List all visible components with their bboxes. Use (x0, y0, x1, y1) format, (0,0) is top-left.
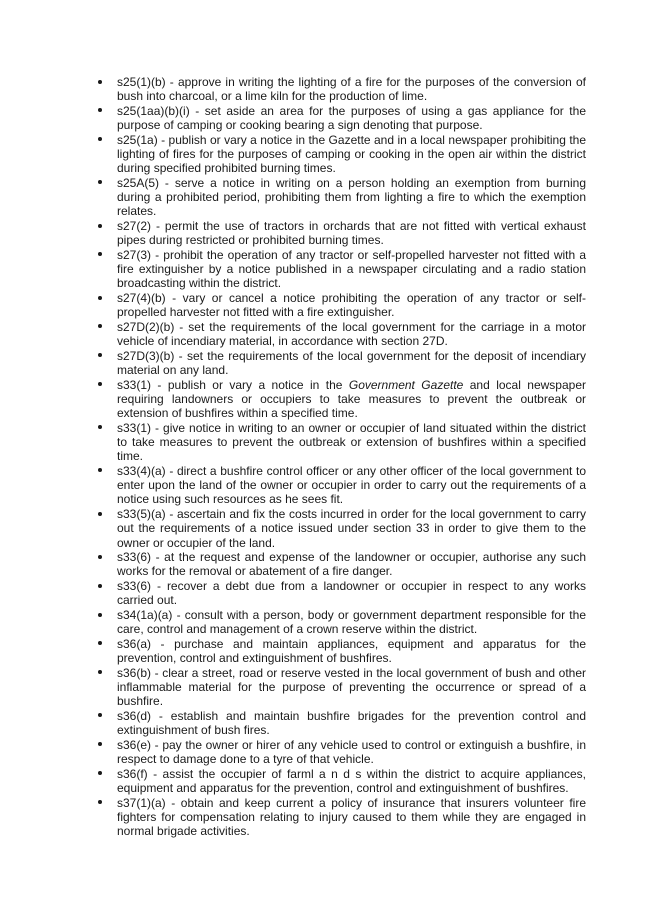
bullet-icon (98, 425, 102, 429)
list-item-text: s27(4)(b) - vary or cancel a notice prohibiting the operation of any tractor or self-propelled harvester not fitted with a fire extinguisher. (117, 291, 586, 320)
list-item (96, 579, 586, 607)
list-item-text: s36(f) - assist the occupier of farml a n d s within the district to acquire appliances, equipment and apparatus for the prevention, control and extinguishment of bushfires. (117, 766, 586, 795)
bullet-icon (98, 108, 102, 112)
list-item-text: s27D(3)(b) - set the requirements of the local government for the deposit of incendiary material on any land. (117, 348, 586, 378)
bullet-icon (98, 382, 102, 386)
list-item-text: s34(1a)(a) - consult with a person, body or government department responsible for the care, control and management of a crown reserve within the district. (117, 608, 586, 637)
list-item-text: s33(6) - recover a debt due from a landowner or occupier in respect to any works carried out. (117, 579, 586, 608)
list-item (96, 464, 586, 507)
bullet-icon (98, 224, 102, 228)
list-item-text: s25A(5) - serve a notice in writing on a person holding an exemption from burning during a prohibited period, prohibiting them from lighting a fire to which the exemption relates. (117, 175, 586, 219)
bullet-icon (98, 324, 102, 328)
list-item (96, 738, 586, 766)
list-item-text: s36(d) - establish and maintain bushfire brigades for the prevention control and extinguishment of bush fires. (117, 708, 586, 738)
bullet-icon (98, 252, 102, 256)
list-item (96, 796, 586, 839)
list-item (96, 75, 586, 103)
bullet-icon (98, 468, 102, 472)
bullet-icon (98, 742, 102, 746)
list-item (96, 320, 586, 348)
bullet-icon (98, 137, 102, 141)
publication-title: Government Gazette (348, 377, 464, 392)
list-item-text: s25(1a) - publish or vary a notice in the Gazette and in a local newspaper prohibiting the lighting of fires for the purposes of camping or cooking in the open air within the district during specified prohibited burning times. (117, 132, 586, 176)
list-item-text: s33(1) - give notice in writing to an owner or occupier of land situated within the district to take measures to prevent the outbreak or extension of bushfires within a specified time. (117, 420, 586, 464)
list-item (96, 133, 586, 176)
list-item-text: s27(3) - prohibit the operation of any tractor or self-propelled harvester not fitted with a fire extinguisher by a notice published in a newspaper circulating and a radio station broadcasting within the district. (117, 247, 586, 291)
bullet-icon (98, 80, 102, 84)
list-item (96, 767, 586, 795)
bullet-icon (98, 584, 102, 588)
list-item-text: s33(1) - publish or vary a notice in the Government Gazette and local newspaper requiring landowners or occupiers to take measures to prevent the outbreak or extension of bushfires within a specified time. (117, 377, 587, 421)
list-item (96, 378, 586, 421)
list-item (96, 349, 586, 377)
list-item (96, 666, 586, 709)
list-item-text: s36(a) - purchase and maintain appliances, equipment and apparatus for the prevention, control and extinguishment of bushfires. (117, 636, 586, 666)
list-item (96, 550, 586, 578)
bullet-icon (98, 180, 102, 184)
bullet-icon (98, 555, 102, 559)
list-item-text: s25(1aa)(b)(i) - set aside an area for the purposes of using a gas appliance for the purpose of camping or cooking bearing a sign denoting that purpose. (117, 103, 586, 133)
bullet-icon (98, 800, 102, 804)
list-item-text: s36(b) - clear a street, road or reserve vested in the local government of bush and other inflammable material for the purpose of preventing the occurrence or spread of a bushfire. (117, 665, 586, 709)
list-item (96, 709, 586, 737)
bullet-icon (98, 771, 102, 775)
list-item (96, 421, 586, 464)
list-item-text: s33(4)(a) - direct a bushfire control officer or any other officer of the local government to enter upon the land of the owner or occupier in order to carry out the requirements of a notice using such resources as he sees fit. (117, 463, 586, 507)
list-item-text: s33(6) - at the request and expense of the landowner or occupier, authorise any such works for the removal or abatement of a fire danger. (117, 550, 586, 579)
bullet-icon (98, 512, 102, 516)
list-item (96, 637, 586, 665)
list-item (96, 104, 586, 132)
list-item (96, 291, 586, 319)
list-item (96, 248, 586, 291)
bullet-icon (98, 713, 102, 717)
list-item-text: s37(1)(a) - obtain and keep current a policy of insurance that insurers volunteer fire fighters for compensation relating to injury caused to them while they are engaged in normal brigade activities. (117, 795, 586, 839)
list-item-text: s27D(2)(b) - set the requirements of the local government for the carriage in a motor vehicle of incendiary material, in accordance with section 27D. (117, 319, 586, 349)
list-item-text: s33(5)(a) - ascertain and fix the costs incurred in order for the local government to carry out the requirements of a notice issued under section 33 in order to give them to the owner or occupier of the land. (117, 507, 586, 550)
list-item (96, 176, 586, 219)
list-item-text: s25(1)(b) - approve in writing the lighting of a fire for the purposes of the conversion of bush into charcoal, or a lime kiln for the production of lime. (117, 75, 586, 104)
bullet-icon (98, 670, 102, 674)
list-item (96, 219, 586, 247)
list-item (96, 507, 586, 550)
list-item-text: s27(2) - permit the use of tractors in orchards that are not fitted with vertical exhaust pipes during restricted or prohibited burning times. (117, 219, 586, 248)
bullet-icon (98, 353, 102, 357)
bullet-icon (98, 641, 102, 645)
bullet-icon (98, 613, 102, 617)
list-item-text: s36(e) - pay the owner or hirer of any vehicle used to control or extinguish a bushfire, in respect to damage done to a tyre of that vehicle. (117, 737, 586, 767)
bullet-icon (98, 296, 102, 300)
list-item (96, 608, 586, 636)
delegation-bullet-list (96, 75, 586, 839)
